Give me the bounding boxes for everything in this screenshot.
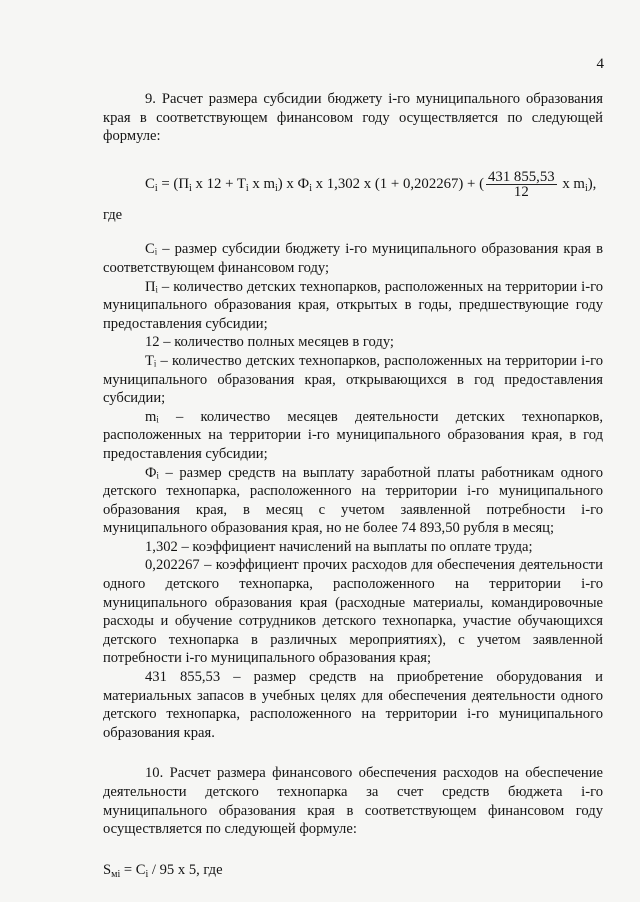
fraction-numerator: 431 855,53 — [488, 168, 555, 185]
financing-formula — [103, 861, 603, 880]
formula-subscript: i — [245, 182, 249, 194]
definition-431855: 431 855,53 – размер средств на приобретение оборудования и материальных запасов в учебных целях для обеспечения деятельности одного детского технопарка, расположенного на территории i-го муниципального образования края. — [103, 669, 603, 741]
formula-term: = (П — [157, 175, 190, 192]
definition-f: Фᵢ – размер средств на выплату заработной платы работникам одного детского технопарка, расположенного на территории i-го муниципального образования края, в месяц с учетом заявленной потребности i-го муниципального образования края, но не более 74 893,50 рубля в месяц; — [103, 464, 603, 537]
definition-12: 12 – количество полных месяцев в году; — [145, 334, 394, 351]
formula-term: ) x Ф — [277, 175, 310, 192]
formula-term: = C — [120, 861, 146, 878]
formula-term: x 1,302 x (1 + 0,202267) + ( — [311, 175, 485, 192]
subsidy-formula — [103, 162, 603, 204]
formula-subscript: i — [189, 182, 192, 194]
definition-1302: 1,302 – коэффициент начислений на выплаты по оплате труда; — [145, 538, 533, 555]
formula-lhs-subscript: i — [154, 182, 158, 194]
formula-term: x m — [248, 175, 275, 192]
formula-term: / 95 x 5, где — [148, 861, 223, 878]
formula-subscript: i — [309, 182, 312, 194]
formula-lhs: S — [103, 861, 112, 878]
where-label: где — [103, 206, 123, 223]
definition-t: Tᵢ – количество детских технопарков, расположенных на территории i-го муниципального образования края, открывающихся в год предоставления субсидии; — [103, 352, 603, 407]
page-number: 4 — [596, 56, 604, 72]
document-body — [103, 90, 603, 879]
formula-term: x 12 + T — [191, 175, 246, 192]
formula-lhs: C — [145, 175, 155, 192]
formula-subscript: i — [275, 182, 278, 194]
definition-0202267: 0,202267 – коэффициент прочих расходов для обеспечения деятельности одного детского технопарка, расположенного на территории i-го муниципального образования края (расходные материалы, командировочные расходы и обучение сотрудников детского технопарка, участие обучающихся детского технопарка в различных мероприятиях), с учетом заявленной потребности i-го муниципального образования края; — [103, 557, 603, 667]
section-spacer — [103, 742, 603, 764]
formula-term: x m — [558, 175, 585, 192]
definition-m: mᵢ – количество месяцев деятельности детских технопарков, расположенных на территории i-го муниципального образования края, в год предоставления субсидии; — [103, 408, 603, 462]
formula-subscript: i — [584, 182, 588, 194]
fraction-denominator: 12 — [513, 183, 529, 200]
formula-term: ), — [587, 175, 597, 192]
definition-c: Cᵢ – размер субсидии бюджету i-го муниципального образования края в соответствующем финансовом году; — [103, 241, 603, 276]
definition-p: Пᵢ – количество детских технопарков, расположенных на территории i-го муниципального образования края, открытых в годы, предшествующие году предоставления субсидии; — [103, 278, 603, 332]
section-9-intro: 9. Расчет размера субсидии бюджету i-го муниципального образования края в соответствующем финансовом году осуществляется по следующей формуле: — [103, 91, 603, 145]
formula-expression — [145, 170, 596, 199]
formula-lhs-subscript: мi — [111, 868, 121, 880]
formula-fraction — [486, 170, 557, 199]
section-10-intro: 10. Расчет размера финансового обеспечения расходов на обеспечение деятельности детского технопарка за счет средств бюджета i-го муниципального образования края в соответствующем финансовом году осуществляется по следующей формуле: — [103, 765, 603, 838]
formula-subscript: i — [145, 868, 149, 880]
